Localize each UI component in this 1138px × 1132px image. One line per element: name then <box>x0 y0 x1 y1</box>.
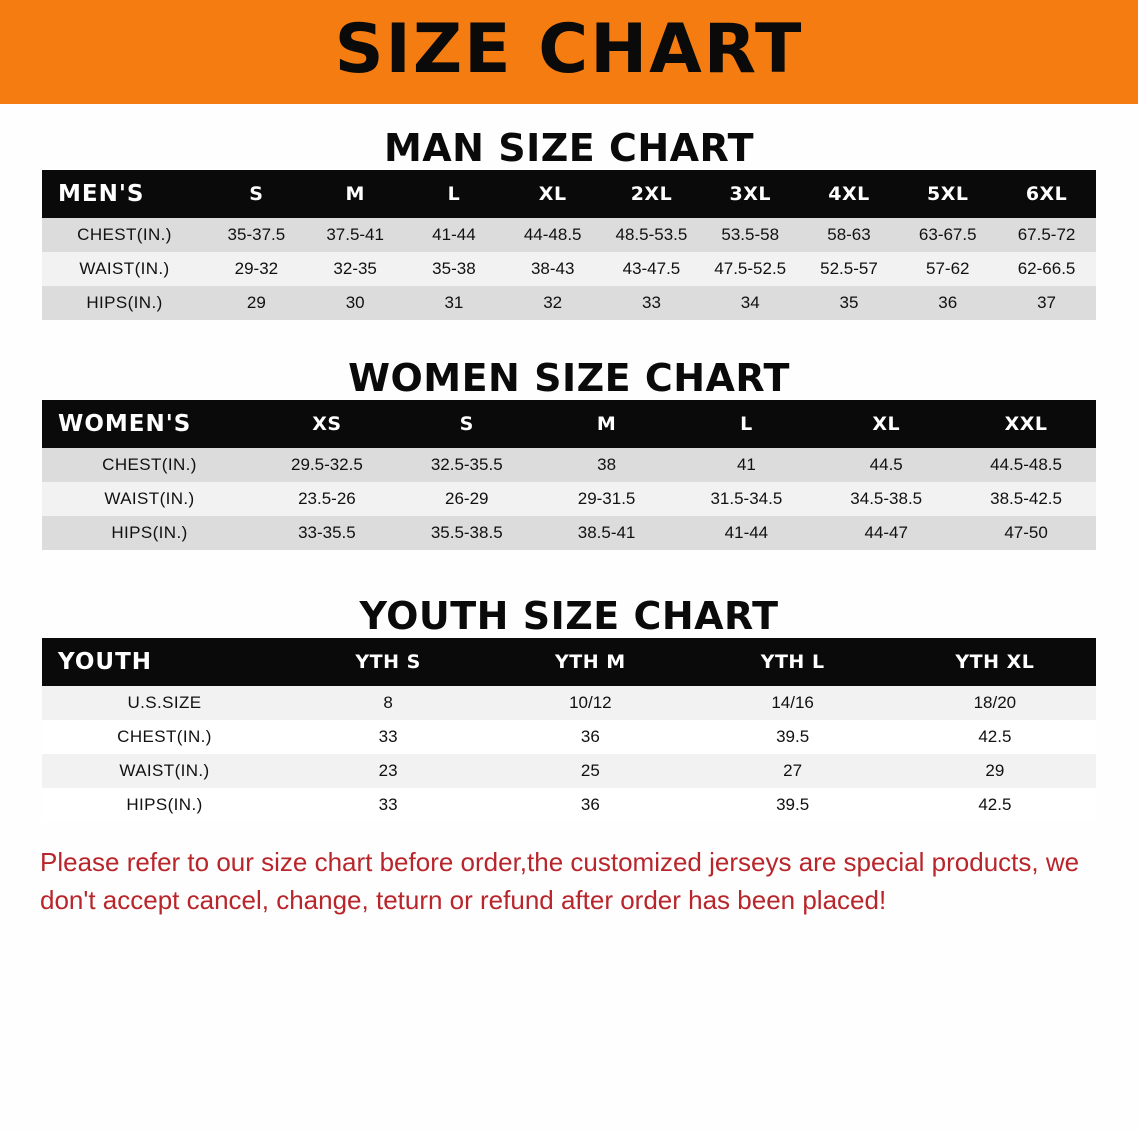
cell: 37.5-41 <box>306 218 405 252</box>
row-label-waist: WAIST(IN.) <box>42 252 207 286</box>
cell: 37 <box>997 286 1096 320</box>
cell: 35 <box>800 286 899 320</box>
cell: 57-62 <box>898 252 997 286</box>
cell: 29-32 <box>207 252 306 286</box>
cell: 41-44 <box>405 218 504 252</box>
header-cell-xxl: XXL <box>956 400 1096 448</box>
table-row <box>42 286 1096 320</box>
header-cell-s: S <box>207 170 306 218</box>
cell: 47-50 <box>956 516 1096 550</box>
row-label-chest: CHEST(IN.) <box>42 720 287 754</box>
row-label-us-size: U.S.SIZE <box>42 686 287 720</box>
cell: 33-35.5 <box>257 516 397 550</box>
cell: 38.5-41 <box>537 516 677 550</box>
cell: 44-48.5 <box>503 218 602 252</box>
cell: 29.5-32.5 <box>257 448 397 482</box>
header-cell-3xl: 3XL <box>701 170 800 218</box>
youth-section-title: YOUTH SIZE CHART <box>359 594 779 638</box>
cell: 27 <box>692 754 894 788</box>
cell: 29-31.5 <box>537 482 677 516</box>
page-title: SIZE CHART <box>334 10 804 89</box>
table-row <box>42 448 1096 482</box>
cell: 35.5-38.5 <box>397 516 537 550</box>
header-cell-yth-m: YTH M <box>489 638 691 686</box>
header-cell-xl: XL <box>816 400 956 448</box>
table-row <box>42 482 1096 516</box>
table-header-row <box>42 638 1096 686</box>
cell: 39.5 <box>692 788 894 822</box>
cell: 34 <box>701 286 800 320</box>
man-section-title: MAN SIZE CHART <box>383 126 755 170</box>
cell: 26-29 <box>397 482 537 516</box>
cell: 29 <box>894 754 1096 788</box>
header-cell-2xl: 2XL <box>602 170 701 218</box>
cell: 38-43 <box>503 252 602 286</box>
header-cell-row-label: WOMEN'S <box>42 400 257 448</box>
cell: 47.5-52.5 <box>701 252 800 286</box>
cell: 33 <box>287 788 489 822</box>
women-section-title: WOMEN SIZE CHART <box>348 356 790 400</box>
youth-table-wrapper <box>42 638 1096 822</box>
cell: 32-35 <box>306 252 405 286</box>
youth-size-table <box>42 638 1096 822</box>
cell: 42.5 <box>894 788 1096 822</box>
cell: 31.5-34.5 <box>676 482 816 516</box>
cell: 33 <box>287 720 489 754</box>
man-table-wrapper <box>42 170 1096 320</box>
cell: 41 <box>676 448 816 482</box>
header-cell-l: L <box>405 170 504 218</box>
women-table-wrapper <box>42 400 1096 550</box>
table-row <box>42 516 1096 550</box>
cell: 32 <box>503 286 602 320</box>
header-cell-yth-xl: YTH XL <box>894 638 1096 686</box>
header-cell-row-label: MEN'S <box>42 170 207 218</box>
table-header-row <box>42 170 1096 218</box>
table-row <box>42 686 1096 720</box>
cell: 63-67.5 <box>898 218 997 252</box>
header-cell-l: L <box>676 400 816 448</box>
cell: 44.5 <box>816 448 956 482</box>
cell: 33 <box>602 286 701 320</box>
cell: 30 <box>306 286 405 320</box>
cell: 48.5-53.5 <box>602 218 701 252</box>
header-cell-yth-s: YTH S <box>287 638 489 686</box>
cell: 58-63 <box>800 218 899 252</box>
cell: 23.5-26 <box>257 482 397 516</box>
table-row <box>42 754 1096 788</box>
cell: 43-47.5 <box>602 252 701 286</box>
table-row <box>42 788 1096 822</box>
banner <box>0 0 1138 104</box>
cell: 29 <box>207 286 306 320</box>
cell: 8 <box>287 686 489 720</box>
footer-note: Please refer to our size chart before order,the customized jerseys are special products, we don't accept cancel, change, teturn or refund after order has been placed! <box>40 847 1080 915</box>
cell: 41-44 <box>676 516 816 550</box>
table-header-row <box>42 400 1096 448</box>
cell: 36 <box>898 286 997 320</box>
cell: 39.5 <box>692 720 894 754</box>
header-cell-s: S <box>397 400 537 448</box>
header-cell-4xl: 4XL <box>800 170 899 218</box>
table-row <box>42 252 1096 286</box>
header-cell-5xl: 5XL <box>898 170 997 218</box>
cell: 34.5-38.5 <box>816 482 956 516</box>
cell: 14/16 <box>692 686 894 720</box>
cell: 62-66.5 <box>997 252 1096 286</box>
row-label-hips: HIPS(IN.) <box>42 286 207 320</box>
table-row <box>42 720 1096 754</box>
cell: 52.5-57 <box>800 252 899 286</box>
cell: 31 <box>405 286 504 320</box>
cell: 25 <box>489 754 691 788</box>
cell: 32.5-35.5 <box>397 448 537 482</box>
cell: 44-47 <box>816 516 956 550</box>
cell: 38.5-42.5 <box>956 482 1096 516</box>
row-label-chest: CHEST(IN.) <box>42 218 207 252</box>
row-label-hips: HIPS(IN.) <box>42 788 287 822</box>
header-cell-m: M <box>306 170 405 218</box>
row-label-hips: HIPS(IN.) <box>42 516 257 550</box>
header-cell-yth-l: YTH L <box>692 638 894 686</box>
women-size-table <box>42 400 1096 550</box>
header-cell-xl: XL <box>503 170 602 218</box>
table-row <box>42 218 1096 252</box>
row-label-chest: CHEST(IN.) <box>42 448 257 482</box>
cell: 53.5-58 <box>701 218 800 252</box>
header-cell-xs: XS <box>257 400 397 448</box>
cell: 23 <box>287 754 489 788</box>
header-cell-6xl: 6XL <box>997 170 1096 218</box>
cell: 38 <box>537 448 677 482</box>
cell: 35-38 <box>405 252 504 286</box>
cell: 18/20 <box>894 686 1096 720</box>
cell: 35-37.5 <box>207 218 306 252</box>
header-cell-m: M <box>537 400 677 448</box>
row-label-waist: WAIST(IN.) <box>42 754 287 788</box>
cell: 44.5-48.5 <box>956 448 1096 482</box>
man-size-table <box>42 170 1096 320</box>
cell: 36 <box>489 788 691 822</box>
header-cell-row-label: YOUTH <box>42 638 287 686</box>
cell: 42.5 <box>894 720 1096 754</box>
cell: 67.5-72 <box>997 218 1096 252</box>
cell: 10/12 <box>489 686 691 720</box>
row-label-waist: WAIST(IN.) <box>42 482 257 516</box>
cell: 36 <box>489 720 691 754</box>
